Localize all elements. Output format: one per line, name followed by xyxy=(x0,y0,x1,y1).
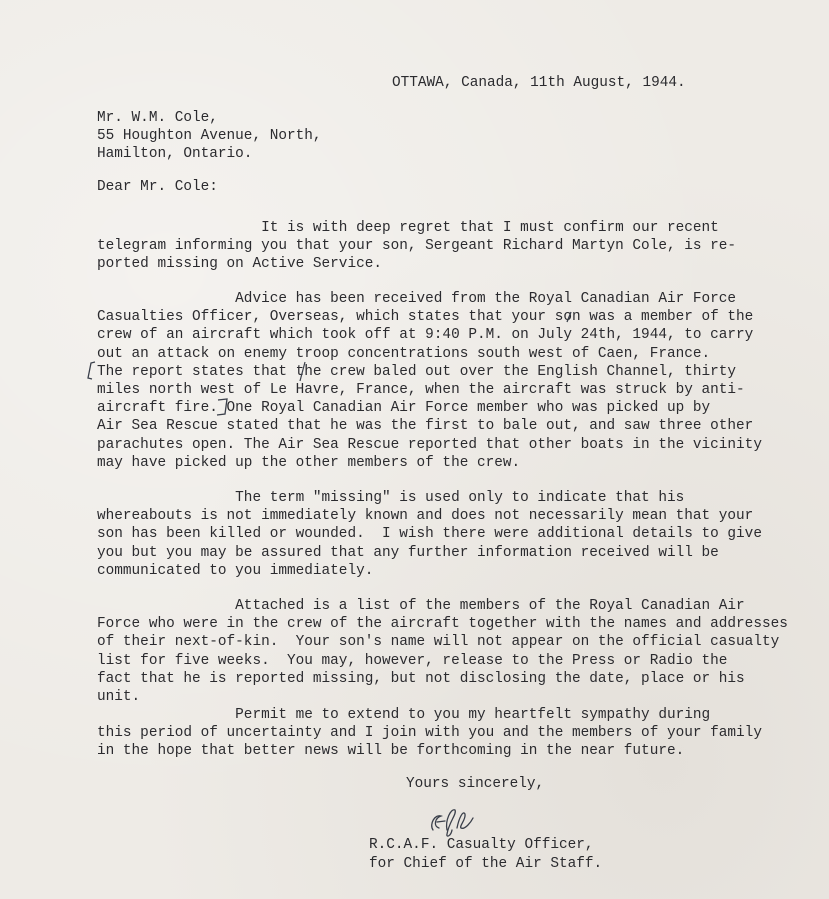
salutation: Dear Mr. Cole: xyxy=(97,179,218,195)
paragraph-5: Permit me to extend to you my heartfelt sympathy during this period of uncertainty and I join with you and the members of your family in the hope that better news will be forthcoming in the near future. xyxy=(97,707,762,760)
recipient-name: Mr. W.M. Cole, xyxy=(97,110,218,126)
paragraph-3: The term "missing" is used only to indicate that his whereabouts is not immediately known and does not necessarily mean that your son has been killed or wounded. I wish there were additional details to give you but you may be assured that any further information received will be communicated to you immediately. xyxy=(97,490,762,579)
date-line: OTTAWA, Canada, 11th August, 1944. xyxy=(392,75,686,91)
closing: Yours sincerely, xyxy=(406,776,545,792)
signature-title: R.C.A.F. Casualty Officer, xyxy=(369,837,594,853)
recipient-street: 55 Houghton Avenue, North, xyxy=(97,128,322,144)
recipient-city: Hamilton, Ontario. xyxy=(97,146,253,162)
paragraph-2: Advice has been received from the Royal Canadian Air Force Casualties Officer, Overseas, which states that your son was a member of the crew of an aircraft which took off at 9:40 P.M. on July 24th, 1944, to carry out an attack on enemy troop concentrations south west of Caen, France. The report states that the crew baled out over the English Channel, thirty miles north west of Le Havre, France, when the aircraft was struck by anti- aircraft fire. One Royal Canadian Air Force member who was picked up by Air Sea Rescue stated that he was the first to bale out, and saw three other parachutes open. The Air Sea Rescue reported that other boats in the vicinity may have picked up the other members of the crew. xyxy=(97,291,762,471)
handwritten-signature xyxy=(425,800,485,840)
signature-subtitle: for Chief of the Air Staff. xyxy=(369,856,603,872)
paragraph-1: It is with deep regret that I must confirm our recent telegram informing you that your son, Sergeant Richard Martyn Cole, is re- ported missing on Active Service. xyxy=(97,220,737,273)
paragraph-4: Attached is a list of the members of the Royal Canadian Air Force who were in the crew of the aircraft together with the names and addresses of their next-of-kin. Your son's name will not appear on the official casualty list for five weeks. You may, however, release to the Press or Radio the fact that he is reported missing, but not disclosing the date, place or his unit. xyxy=(97,598,788,706)
